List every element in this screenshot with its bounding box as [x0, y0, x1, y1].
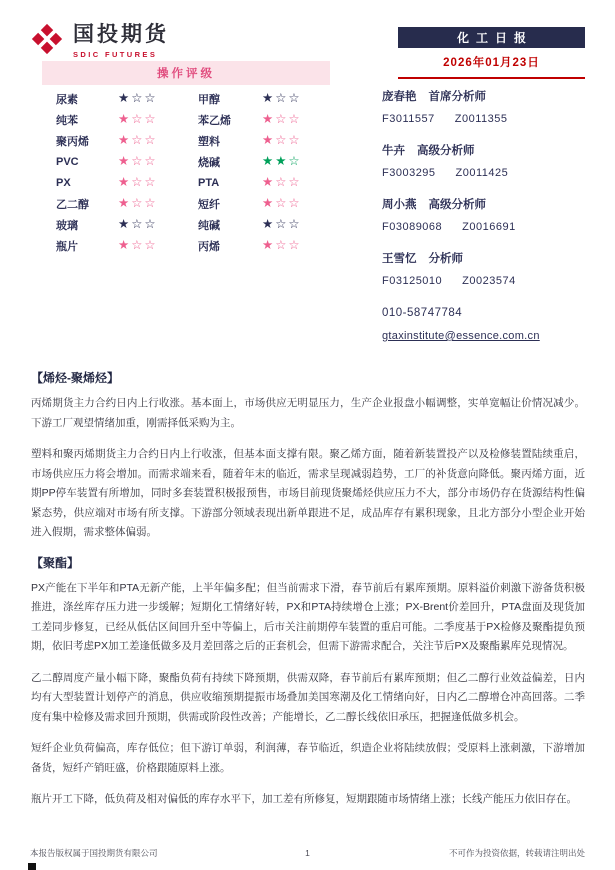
- brand-logo: [30, 18, 169, 59]
- star-rating-icon: ★☆☆: [118, 238, 158, 253]
- rating-row: [42, 88, 330, 109]
- brand-text: [73, 18, 169, 59]
- analyst-code: F03089068: [382, 221, 443, 233]
- rating-row: [42, 172, 330, 193]
- analyst-codes: [382, 112, 587, 126]
- analyst-codes: [382, 274, 587, 288]
- star-rating-icon: ★☆☆: [118, 154, 158, 169]
- star-rating-icon: ★☆☆: [118, 91, 158, 106]
- rating-row: [42, 235, 330, 256]
- star-rating-icon: ★★☆: [262, 154, 302, 169]
- star-rating-icon: ★☆☆: [118, 196, 158, 211]
- section-title: 【聚酯】: [31, 555, 80, 570]
- section-paragraph: 乙二醇周度产量小幅下降，聚酯负荷有持续下降预期，供需双降，春节前后有累库预期；但乙二醇行业效益偏差，日内均有大型装置计划停产的消息，供应收缩预期提振市场叠加美国寒潮及化工情绪向好，日内乙二醇增仓冲高回落。二季度有集中检修及需求回升预期，供需或阶段性改善；产能增长，乙二醇长线依旧承压，把握逢低做多机会。: [31, 671, 585, 723]
- analyst-name: [382, 90, 587, 104]
- report-body: [31, 370, 585, 822]
- footer-copyright: 本报告版权属于国投期货有限公司: [30, 848, 158, 858]
- analyst-name-text: 庞春艳: [382, 91, 417, 103]
- product-name: 苯乙烯: [198, 114, 231, 127]
- analyst-code: Z0016691: [462, 221, 516, 233]
- brand-name-en: SDIC FUTURES: [73, 50, 158, 59]
- analyst-code: F3003295: [382, 167, 436, 179]
- page-footer: [30, 847, 585, 859]
- page-number: 1: [305, 848, 310, 858]
- brand-name-cn: 国投期货: [73, 23, 169, 46]
- star-rating-icon: ★☆☆: [118, 112, 158, 127]
- analyst-name: [382, 144, 587, 158]
- star-rating-icon: ★☆☆: [118, 175, 158, 190]
- contact-email[interactable]: gtaxinstitute@essence.com.cn: [382, 330, 540, 342]
- analyst-code: Z0011355: [454, 113, 508, 125]
- report-date: 2026年01月23日: [398, 54, 585, 79]
- analyst-name-text: 周小燕: [382, 199, 417, 211]
- analyst-title: 高级分析师: [428, 199, 486, 211]
- star-rating-icon: ★☆☆: [262, 112, 302, 127]
- analysts-list: [382, 90, 587, 288]
- star-rating-icon: ★☆☆: [262, 133, 302, 148]
- analyst-title: 高级分析师: [417, 145, 475, 157]
- analyst-block: [382, 198, 587, 234]
- product-name: 塑料: [198, 135, 220, 148]
- product-name: 乙二醇: [56, 198, 89, 211]
- rating-row: [42, 193, 330, 214]
- star-rating-icon: ★☆☆: [118, 133, 158, 148]
- product-name: 烧碱: [198, 156, 220, 169]
- product-name: PTA: [198, 176, 220, 189]
- product-name: 甲醇: [198, 93, 220, 106]
- corner-print-mark: [28, 863, 36, 870]
- product-name: 纯碱: [198, 219, 220, 232]
- ratings-rows: [42, 85, 330, 256]
- section-paragraph: 塑料和聚丙烯期货主力合约日内上行收涨，但基本面支撑有限。聚乙烯方面，随着新装置投产以及检修装置陆续重启，市场供应压力将会增加。而需求端来看，随着年末的临近，需求呈现减弱趋势，工厂的补货意向降低。聚丙烯方面，近期PP停车装置有所增加，同时多套装置积极报预售，市场目前现货聚烯烃供应压力不大，部分市场仍存在货源结构性偏紧态势，供应端对市场有所支撑。下游部分领域表现出新单跟进不足，成品库存有累积现象，且北方部分小型企业开始进入假期，需求整体偏弱。: [31, 448, 585, 538]
- star-rating-icon: ★☆☆: [262, 217, 302, 232]
- sdic-logo-icon: [30, 23, 64, 55]
- analyst-block: [382, 252, 587, 288]
- product-name: 玻璃: [56, 219, 78, 232]
- product-name: 短纤: [198, 198, 220, 211]
- analyst-code: Z0011425: [455, 167, 509, 179]
- star-rating-icon: ★☆☆: [262, 175, 302, 190]
- product-name: 聚丙烯: [56, 135, 89, 148]
- section-paragraph: 瓶片开工下降，低负荷及相对偏低的库存水平下，加工差有所修复，短期跟随市场情绪上涨；长线产能压力依旧存在。: [31, 793, 577, 805]
- section-title: 【烯烃-聚烯烃】: [31, 371, 119, 385]
- contact-phone: 010-58747784: [382, 307, 463, 319]
- product-name: 尿素: [56, 93, 78, 106]
- analyst-name-text: 王雪忆: [382, 253, 417, 265]
- analyst-name-text: 牛卉: [382, 145, 405, 157]
- star-rating-icon: ★☆☆: [262, 91, 302, 106]
- analyst-block: [382, 90, 587, 126]
- analyst-code: Z0023574: [462, 275, 516, 287]
- rating-row: [42, 130, 330, 151]
- product-name: PX: [56, 176, 71, 189]
- analyst-name: [382, 252, 587, 266]
- analyst-code: F03125010: [382, 275, 443, 287]
- analyst-codes: [382, 220, 587, 234]
- ratings-title: 操作评级: [42, 61, 330, 85]
- product-name: PVC: [56, 155, 79, 168]
- analyst-title: 首席分析师: [428, 91, 486, 103]
- analyst-name: [382, 198, 587, 212]
- section-paragraph: 短纤企业负荷偏高，库存低位；但下游订单弱，利润薄，春节临近，织造企业将陆续放假；受原料上涨刺激，下游增加备货，短纤产销旺盛，价格跟随原料上涨。: [31, 742, 585, 774]
- footer-disclaimer: 不可作为投资依据，转载请注明出处: [448, 848, 585, 858]
- rating-row: [42, 151, 330, 172]
- report-type-banner: 化工日报: [398, 27, 585, 48]
- star-rating-icon: ★☆☆: [262, 196, 302, 211]
- star-rating-icon: ★☆☆: [118, 217, 158, 232]
- analysts-panel: [382, 90, 587, 343]
- analyst-code: F3011557: [382, 113, 435, 125]
- analyst-block: [382, 144, 587, 180]
- section-paragraph: PX产能在下半年和PTA无新产能，上半年偏多配；但当前需求下滑，春节前后有累库预期。原料溢价刺激下游备货积极推进，涤丝库存压力进一步缓解；短期化工情绪好转，PX和PTA持续增仓上涨；PX-Brent价差回升，PTA盘面及现货加工差同步修复，已经从低估区间回升至中等偏上，后市关注前期停车装置的重启可能。二季度基于PX检修及聚酯提负预期，依旧考虑PX加工差逢低做多及月差回落之后的正套机会，但需下游需求配合，关注节后PX及聚酯累库兑现情况。: [31, 581, 585, 652]
- rating-row: [42, 214, 330, 235]
- analyst-title: 分析师: [428, 253, 463, 265]
- ratings-table: [42, 61, 330, 256]
- analyst-codes: [382, 166, 587, 180]
- product-name: 丙烯: [198, 240, 220, 253]
- product-name: 瓶片: [56, 240, 78, 253]
- star-rating-icon: ★☆☆: [262, 238, 302, 253]
- product-name: 纯苯: [56, 114, 78, 127]
- section-paragraph: 丙烯期货主力合约日内上行收涨。基本面上，市场供应无明显压力，生产企业报盘小幅调整，实单宽幅让价情况减少。下游工厂观望情绪加重，刚需择低采购为主。: [31, 397, 585, 429]
- rating-row: [42, 109, 330, 130]
